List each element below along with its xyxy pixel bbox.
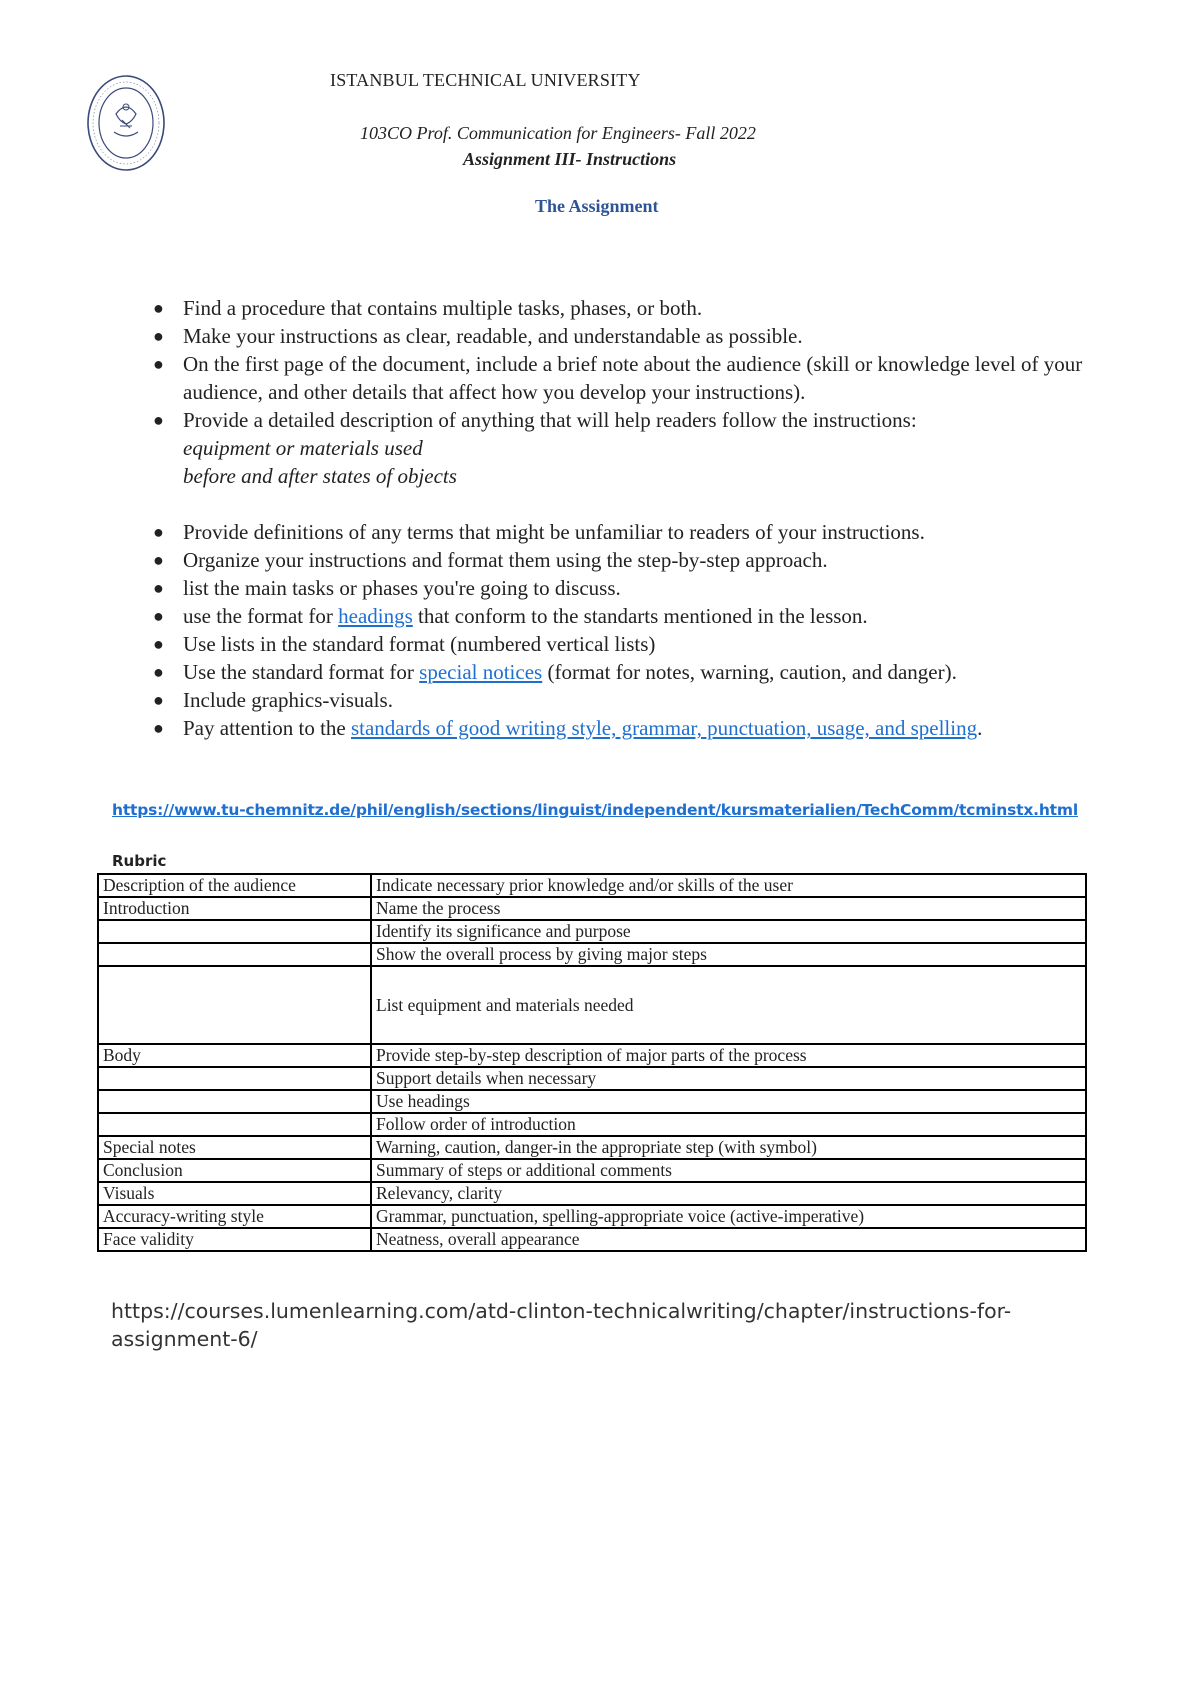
instruction-list bbox=[150, 294, 1110, 742]
course-title: 103CO Prof. Communication for Engineers- Fall 2022 bbox=[360, 123, 756, 143]
list-item: ● Use lists in the standard format (numbered vertical lists) bbox=[153, 632, 656, 656]
rubric-criterion: Introduction bbox=[98, 897, 371, 920]
sub-item: equipment or materials used bbox=[183, 436, 423, 460]
rubric-description: Neatness, overall appearance bbox=[371, 1228, 1086, 1251]
bullet-icon: ● bbox=[153, 718, 164, 738]
section-heading: The Assignment bbox=[535, 196, 659, 216]
rubric-criterion bbox=[98, 920, 371, 943]
list-item: ● On the first page of the document, include a brief note about the audience (skill or knowledge level of your audience, and other details that affect how you develop your instructions). bbox=[153, 352, 1083, 404]
bullet-icon: ● bbox=[153, 410, 164, 430]
rubric-description: Relevancy, clarity bbox=[371, 1182, 1086, 1205]
source-url: https://courses.lumenlearning.com/atd-clinton-technicalwriting/chapter/instructions-for-assignment-6/ bbox=[111, 1299, 1012, 1351]
bullet-icon: ● bbox=[153, 522, 164, 542]
table-row bbox=[98, 1228, 1086, 1251]
writing-standards-link[interactable]: standards of good writing style, grammar, punctuation, usage, and spelling bbox=[350, 716, 978, 740]
table-row bbox=[98, 1182, 1086, 1205]
rubric-criterion: Conclusion bbox=[98, 1159, 371, 1182]
table-row bbox=[98, 1205, 1086, 1228]
list-item: ● Make your instructions as clear, readable, and understandable as possible. bbox=[153, 324, 803, 348]
table-row bbox=[98, 1067, 1086, 1090]
table-row bbox=[98, 1044, 1086, 1067]
rubric-criterion: Visuals bbox=[98, 1182, 371, 1205]
bullet-icon: ● bbox=[153, 326, 164, 346]
headings-link[interactable]: headings bbox=[338, 604, 413, 628]
table-row bbox=[98, 1090, 1086, 1113]
bullet-icon: ● bbox=[153, 550, 164, 570]
rubric-description: Warning, caution, danger-in the appropriate step (with symbol) bbox=[371, 1136, 1086, 1159]
list-item: ● Find a procedure that contains multiple tasks, phases, or both. bbox=[153, 296, 703, 320]
bullet-icon: ● bbox=[153, 298, 164, 318]
table-row bbox=[98, 1113, 1086, 1136]
list-item: ● Organize your instructions and format them using the step-by-step approach. bbox=[153, 548, 828, 572]
rubric-description: Follow order of introduction bbox=[371, 1113, 1086, 1136]
rubric-description: Provide step-by-step description of major parts of the process bbox=[371, 1044, 1086, 1067]
bullet-icon: ● bbox=[153, 354, 164, 374]
list-item: ● Pay attention to the standards of good writing style, grammar, punctuation, usage, and spelling. bbox=[153, 716, 983, 740]
rubric-criterion: Face validity bbox=[98, 1228, 371, 1251]
special-notices-link[interactable]: special notices bbox=[419, 660, 543, 684]
rubric-description: Show the overall process by giving major steps bbox=[371, 943, 1086, 966]
list-item: ● Include graphics-visuals. bbox=[153, 688, 393, 712]
table-row bbox=[98, 966, 1086, 1044]
rubric-criterion: Accuracy-writing style bbox=[98, 1205, 371, 1228]
rubric-criterion: Body bbox=[98, 1044, 371, 1067]
rubric-title: Rubric bbox=[112, 852, 167, 870]
rubric-description: Name the process bbox=[371, 897, 1086, 920]
rubric-description: Summary of steps or additional comments bbox=[371, 1159, 1086, 1182]
rubric-description: Support details when necessary bbox=[371, 1067, 1086, 1090]
rubric-criterion bbox=[98, 1090, 371, 1113]
bullet-icon: ● bbox=[153, 690, 164, 710]
university-name: ISTANBUL TECHNICAL UNIVERSITY bbox=[330, 70, 641, 90]
bullet-icon: ● bbox=[153, 662, 164, 682]
bullet-icon: ● bbox=[153, 606, 164, 626]
rubric-description: Use headings bbox=[371, 1090, 1086, 1113]
rubric-description: Identify its significance and purpose bbox=[371, 920, 1086, 943]
list-item: ● list the main tasks or phases you're going to discuss. bbox=[153, 576, 621, 600]
rubric-description: Grammar, punctuation, spelling-appropriate voice (active-imperative) bbox=[371, 1205, 1086, 1228]
bullet-icon: ● bbox=[153, 634, 164, 654]
sub-item: before and after states of objects bbox=[183, 464, 457, 488]
assignment-title: Assignment III- Instructions bbox=[463, 149, 677, 169]
university-seal-logo bbox=[86, 74, 166, 172]
rubric-criterion bbox=[98, 1067, 371, 1090]
rubric-description: List equipment and materials needed bbox=[371, 966, 1086, 1044]
reference-url-link[interactable]: https://www.tu-chemnitz.de/phil/english/sections/linguist/independent/kursmaterialien/TechComm/tcminstx.html bbox=[112, 801, 1078, 819]
bullet-icon: ● bbox=[153, 578, 164, 598]
rubric-criterion: Description of the audience bbox=[98, 874, 371, 897]
list-item: ● Use the standard format for special notices (format for notes, warning, caution, and danger). bbox=[153, 660, 957, 684]
table-row bbox=[98, 1136, 1086, 1159]
rubric-criterion bbox=[98, 1113, 371, 1136]
table-row bbox=[98, 943, 1086, 966]
rubric-criterion bbox=[98, 966, 371, 1044]
rubric-criterion: Special notes bbox=[98, 1136, 371, 1159]
table-row bbox=[98, 1159, 1086, 1182]
table-row bbox=[98, 897, 1086, 920]
list-item: ● use the format for headings that conform to the standarts mentioned in the lesson. bbox=[153, 604, 868, 628]
rubric-table bbox=[97, 873, 1087, 1252]
list-item: ● Provide definitions of any terms that might be unfamiliar to readers of your instructions. bbox=[153, 520, 925, 544]
table-row bbox=[98, 920, 1086, 943]
rubric-criterion bbox=[98, 943, 371, 966]
table-row bbox=[98, 874, 1086, 897]
list-item: ● Provide a detailed description of anything that will help readers follow the instructions: equipment or materials used before and after states of objects bbox=[150, 406, 1110, 490]
rubric-description: Indicate necessary prior knowledge and/or skills of the user bbox=[371, 874, 1086, 897]
